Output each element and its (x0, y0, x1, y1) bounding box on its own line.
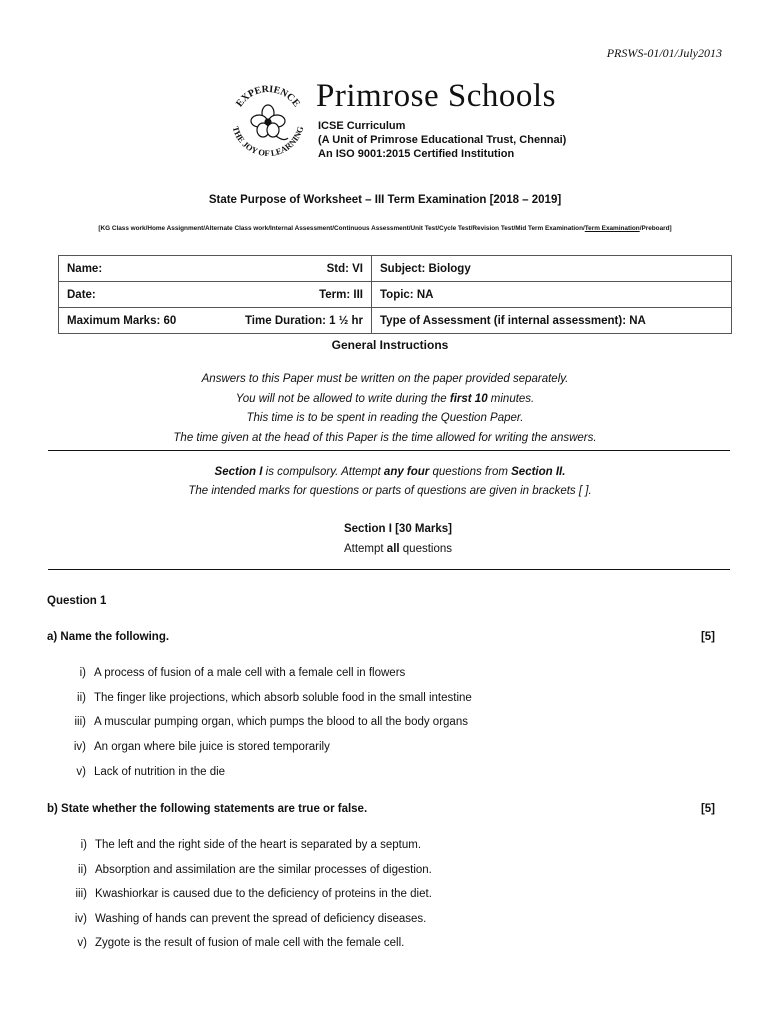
instruction-line (0, 390, 770, 410)
list-item (62, 667, 405, 679)
item-text: An organ where bile juice is stored temporarily (94, 741, 330, 753)
types-text-start: [KG Class work/Home Assignment/Alternate Class work/Internal Assessment/Continuous Assessment/Unit Test/Cycle Test/Revision Test/Mid Term Examination/ (98, 225, 585, 232)
curriculum: ICSE Curriculum (318, 120, 406, 132)
section-ref: Section I (214, 466, 263, 478)
item-text: The left and the right side of the heart is separated by a septum. (95, 839, 422, 851)
part-b-marks: [5] (700, 803, 715, 815)
item-number: ii) (77, 692, 86, 704)
item-number: v) (77, 937, 87, 949)
list-item (63, 864, 432, 876)
item-text: Washing of hands can prevent the spread of deficiency diseases. (95, 913, 427, 925)
item-number: iv) (73, 741, 86, 753)
name-cell (59, 256, 372, 282)
item-number: iii) (75, 888, 87, 900)
school-logo (226, 80, 310, 164)
school-name: Primrose Schools (316, 78, 556, 114)
attempt-line (0, 539, 770, 559)
section-note (0, 463, 770, 501)
name-label: Name: (67, 262, 103, 275)
table-row (59, 256, 732, 282)
section-note-line: The intended marks for questions or parts of questions are given in brackets [ ]. (188, 485, 592, 497)
part-b-label: b) State whether the following statements are true or false. (47, 803, 368, 815)
item-text: A process of fusion of a male cell with a female cell in flowers (94, 667, 406, 679)
list-item (63, 937, 404, 949)
item-text: A muscular pumping organ, which pumps the blood to all the body organs (94, 716, 468, 728)
instruction-text: minutes. (487, 392, 535, 405)
item-number: ii) (78, 864, 87, 876)
date-cell (59, 282, 372, 308)
list-item (62, 692, 472, 704)
divider (48, 450, 730, 451)
assessment-types (0, 225, 770, 232)
topic-cell: Topic: NA (372, 282, 732, 308)
item-text: The finger like projections, which absorb soluble food in the small intestine (94, 692, 472, 704)
document-code: PRSWS-01/01/July2013 (606, 46, 722, 60)
subject-cell: Subject: Biology (372, 256, 732, 282)
school-info (318, 119, 566, 161)
flower-icon (251, 105, 288, 140)
general-instructions (0, 370, 770, 448)
duration: Time Duration: 1 ½ hr (244, 314, 363, 327)
item-text: Lack of nutrition in the die (94, 766, 226, 778)
general-instructions-heading: General Instructions (331, 338, 449, 352)
question-title: Question 1 (47, 595, 107, 607)
note-text: questions from (429, 466, 512, 478)
trust-line: (A Unit of Primrose Educational Trust, Chennai) (318, 134, 567, 146)
item-number: v) (76, 766, 86, 778)
student-info-table (58, 255, 732, 334)
divider (48, 569, 730, 570)
max-marks: Maximum Marks: 60 (67, 314, 177, 327)
part-b-heading (47, 803, 715, 815)
list-item (63, 913, 426, 925)
part-a-label: a) Name the following. (47, 631, 170, 643)
iso-line: An ISO 9001:2015 Certified Institution (318, 148, 515, 160)
attempt-text: questions (399, 543, 453, 555)
section-heading (0, 519, 770, 559)
item-number: iv) (74, 913, 87, 925)
attempt-text: Attempt (343, 543, 387, 555)
list-item (62, 741, 330, 753)
list-item (62, 766, 225, 778)
instruction-line: The time given at the head of this Paper is the time allowed for writing the answers. (173, 431, 597, 444)
section-note-line (0, 463, 770, 482)
date-label: Date: (67, 288, 96, 301)
instruction-line: This time is to be spent in reading the Question Paper. (246, 412, 524, 424)
types-selected: Term Examination (584, 225, 640, 232)
logo-text-bottom: THE JOY OF LEARNING (230, 124, 306, 159)
item-text: Absorption and assimilation are the similar processes of digestion. (95, 864, 432, 876)
instruction-text: You will not be allowed to write during the (235, 392, 450, 405)
table-row (59, 308, 732, 334)
list-item (63, 839, 421, 851)
item-number: i) (80, 839, 87, 851)
attempt-emphasis: all (386, 543, 400, 555)
part-a-marks: [5] (700, 631, 715, 643)
term-value: Term: III (319, 288, 363, 301)
item-text: Kwashiorkar is caused due to the deficiency of proteins in the diet. (95, 888, 432, 900)
list-item (63, 888, 432, 900)
std-value: Std: VI (326, 262, 363, 275)
section-title: Section I [30 Marks] (343, 523, 452, 535)
assessment-cell: Type of Assessment (if internal assessment): NA (372, 308, 732, 334)
note-emphasis: any four (383, 466, 430, 478)
types-text-end: /Preboard] (639, 225, 672, 232)
item-text: Zygote is the result of fusion of male cell with the female cell. (95, 937, 405, 949)
instruction-emphasis: first 10 (449, 392, 488, 405)
logo-text-top: EXPERIENCE (234, 83, 302, 110)
worksheet-title: State Purpose of Worksheet – III Term Examination [2018 – 2019] (208, 194, 562, 206)
marks-cell (59, 308, 372, 334)
section-ref: Section II. (511, 466, 566, 478)
table-row (59, 282, 732, 308)
item-number: i) (79, 667, 86, 679)
list-item (62, 716, 468, 728)
item-number: iii) (74, 716, 86, 728)
instruction-line: Answers to this Paper must be written on the paper provided separately. (201, 373, 569, 385)
part-a-heading (47, 631, 715, 643)
note-text: is compulsory. Attempt (262, 466, 384, 478)
